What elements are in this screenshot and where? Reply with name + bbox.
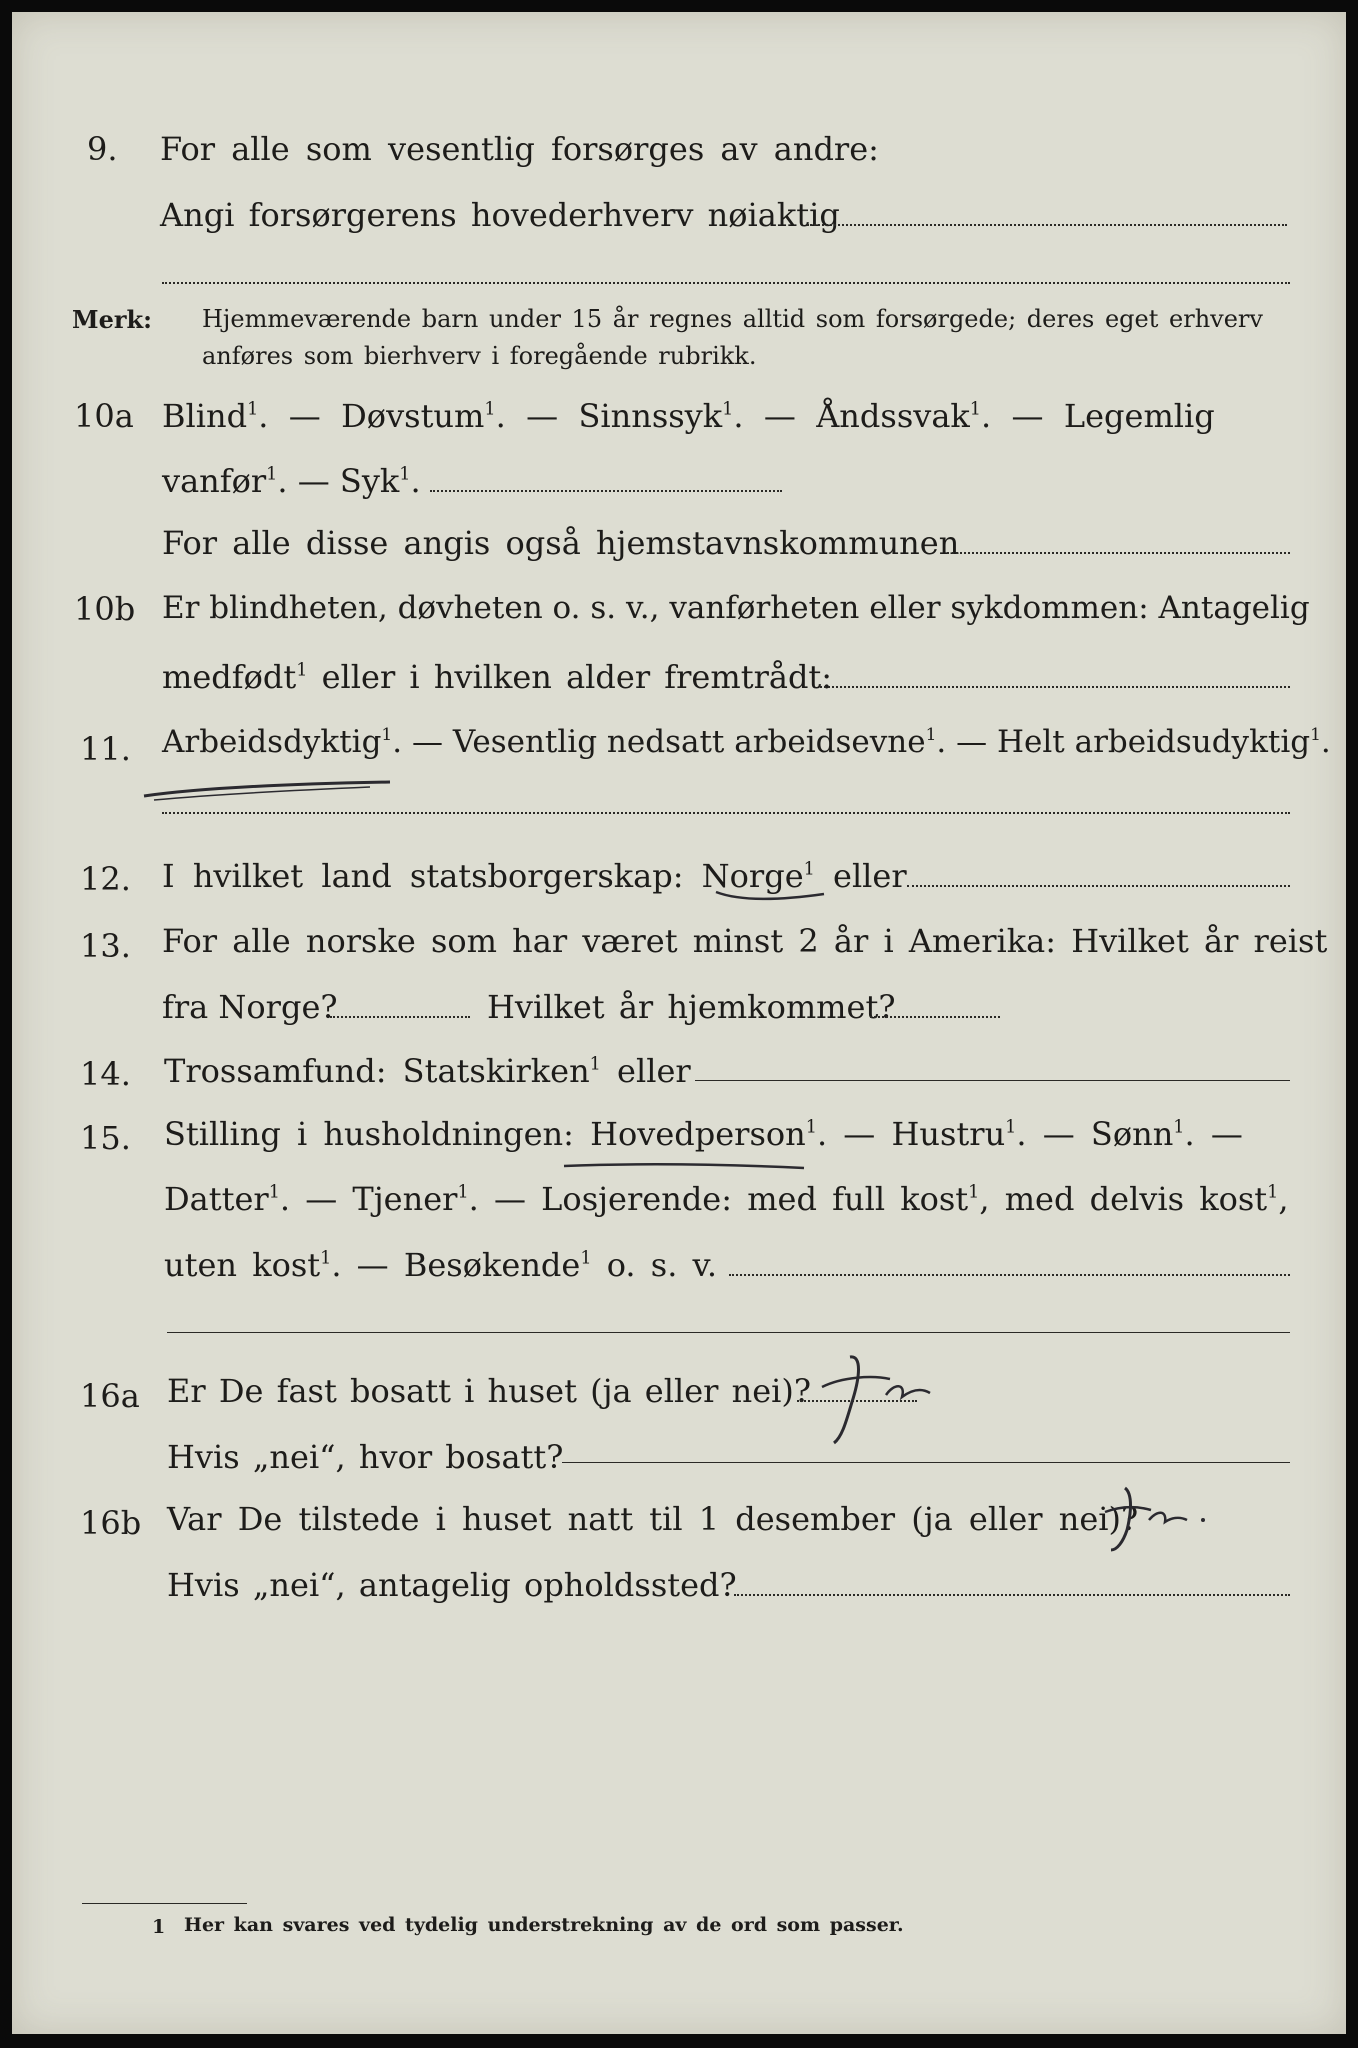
- q14-tail: eller: [617, 1052, 691, 1090]
- option-dovstum[interactable]: Døvstum: [341, 397, 485, 435]
- q15-losj-label: Losjerende:: [541, 1180, 733, 1218]
- q13-reist-field[interactable]: [330, 1016, 470, 1018]
- item-number-13: 13.: [80, 927, 131, 965]
- q15-line2: Datter$^1$. — Tjener$^1$. — Losjerende: med full kost$^1$, med delvis kost$^1$,: [164, 1180, 1289, 1218]
- option-legemlig[interactable]: Legemlig: [1063, 397, 1215, 435]
- q9-answer-line2[interactable]: [162, 282, 1290, 284]
- q16a-line1: Er De fast bosatt i huset (ja eller nei)?: [167, 1372, 812, 1410]
- option-syk[interactable]: Syk: [339, 462, 400, 500]
- sup-mark: 1: [320, 1248, 332, 1269]
- option-datter[interactable]: Datter: [164, 1180, 269, 1218]
- q9-line1: For alle som vesentlig forsørges av andre:: [160, 130, 879, 168]
- sup-mark: 1: [1310, 725, 1321, 746]
- item-number-15: 15.: [80, 1119, 131, 1157]
- q14-label: Trossamfund:: [164, 1052, 387, 1090]
- sup-mark: 1: [457, 1182, 469, 1203]
- option-udyktig[interactable]: Helt arbeidsudyktig: [996, 724, 1311, 760]
- q15-stilling-field[interactable]: [729, 1274, 1290, 1276]
- option-nedsatt[interactable]: Vesentlig nedsatt arbeidsevne: [452, 724, 926, 760]
- q12-label: I hvilket land statsborgerskap:: [162, 857, 684, 895]
- q16b-handwritten-answer: [1097, 1484, 1217, 1554]
- option-medfodt[interactable]: medfødt: [162, 658, 297, 696]
- merk-line2: anføres som bierhverv i foregående rubrikk.: [202, 342, 757, 370]
- underline-hovedperson: [560, 1160, 810, 1178]
- option-full-kost[interactable]: med full kost: [747, 1180, 969, 1218]
- merk-label: Merk:: [72, 305, 152, 334]
- underline-arbeidsdyktig: [140, 774, 400, 804]
- sup-mark: 1: [589, 1054, 601, 1075]
- q10b-alder-label: eller i hvilken alder fremtrådt:: [321, 658, 833, 696]
- footnote-divider: [82, 1903, 247, 1904]
- q10a-line1: Blind$^1$. — Døvstum$^1$. — Sinnssyk$^1$. — Åndssvak$^1$. — Legemlig: [162, 397, 1215, 435]
- q16b-opholdssted-field[interactable]: [734, 1594, 1290, 1596]
- q15-extra-line[interactable]: [167, 1332, 1290, 1333]
- sup-mark: 1: [805, 1117, 817, 1138]
- q14-trossamfund-field[interactable]: [695, 1080, 1290, 1081]
- sup-mark: 1: [296, 660, 308, 681]
- sup-mark: 1: [722, 399, 734, 420]
- q14-line: [164, 1052, 691, 1090]
- merk-line1: Hjemmeværende barn under 15 år regnes alltid som forsørgede; deres eget erhverv: [202, 305, 1263, 333]
- item-number-9: 9.: [87, 130, 118, 168]
- sup-mark: 1: [803, 859, 815, 880]
- q10a-syk-field[interactable]: [430, 490, 782, 492]
- q16b-line1: Var De tilstede i huset natt til 1 desember (ja eller nei)?: [167, 1500, 1139, 1538]
- sup-mark: 1: [969, 399, 981, 420]
- sup-mark: 1: [266, 464, 278, 485]
- q16a-line2: Hvis „nei“, hvor bosatt?: [167, 1438, 564, 1476]
- sup-mark: 1: [268, 1182, 280, 1203]
- sup-mark: 1: [1173, 1117, 1185, 1138]
- q13-hjemkommet-field[interactable]: [870, 1016, 1000, 1018]
- q11-line: Arbeidsdyktig$^1$. — Vesentlig nedsatt arbeidsevne$^1$. — Helt arbeidsudyktig$^1$.: [162, 724, 1331, 760]
- q15-line3: uten kost$^1$. — Besøkende$^1$ o. s. v.: [164, 1246, 717, 1284]
- q10a-line2: vanfør$^1$. — Syk$^1$.: [162, 462, 421, 500]
- sup-mark: 1: [399, 464, 411, 485]
- q13-line2-b: Hvilket år hjemkommet?: [487, 988, 896, 1026]
- item-number-14: 14.: [80, 1055, 131, 1093]
- sup-mark: 1: [1005, 1117, 1017, 1138]
- item-number-16b: 16b: [80, 1504, 142, 1542]
- option-uten-kost[interactable]: uten kost: [164, 1246, 321, 1284]
- q15-tail: o. s. v.: [606, 1246, 717, 1284]
- option-blind[interactable]: Blind: [162, 397, 248, 435]
- q9-line2: Angi forsørgerens hovederhverv nøiaktig: [160, 196, 840, 234]
- sup-mark: 1: [968, 1182, 980, 1203]
- q9-answer-field[interactable]: [807, 224, 1287, 226]
- sup-mark: 1: [1267, 1182, 1279, 1203]
- q11-extra-line[interactable]: [162, 812, 1290, 814]
- q10b-line1: Er blindheten, døvheten o. s. v., vanførheten eller sykdommen: Antagelig: [162, 590, 1310, 626]
- option-hovedperson[interactable]: Hovedperson: [590, 1115, 806, 1153]
- q12-tail: eller: [833, 857, 907, 895]
- option-statskirken[interactable]: Statskirken: [402, 1052, 590, 1090]
- q10b-line2: [162, 658, 832, 696]
- option-andssvak[interactable]: Åndssvak: [816, 397, 970, 435]
- footnote-mark: 1: [152, 1916, 166, 1938]
- item-number-11: 11.: [80, 730, 131, 768]
- q10a-hjemstavn-field[interactable]: [947, 552, 1290, 554]
- option-besokende[interactable]: Besøkende: [403, 1246, 581, 1284]
- q16b-line2: Hvis „nei“, antagelig opholdssted?: [167, 1566, 737, 1604]
- sup-mark: 1: [247, 399, 259, 420]
- q16a-handwritten-answer: [802, 1347, 942, 1447]
- item-number-10a: 10a: [74, 397, 134, 435]
- q10a-line3: For alle disse angis også hjemstavnskommunen: [162, 524, 960, 562]
- q13-line2-a: fra Norge?: [162, 988, 338, 1026]
- option-arbeidsdyktig[interactable]: Arbeidsdyktig: [162, 724, 382, 760]
- item-number-16a: 16a: [80, 1377, 140, 1415]
- item-number-10b: 10b: [74, 590, 136, 628]
- option-tjener[interactable]: Tjener: [352, 1180, 458, 1218]
- option-hustru[interactable]: Hustru: [891, 1115, 1006, 1153]
- q15-label: Stilling i husholdningen:: [164, 1115, 574, 1153]
- sup-mark: 1: [580, 1248, 592, 1269]
- item-number-12: 12.: [80, 860, 131, 898]
- q13-line1: For alle norske som har været minst 2 år i Amerika: Hvilket år reist: [162, 922, 1328, 960]
- q16a-bosatt-field[interactable]: [562, 1462, 1290, 1463]
- option-sonn[interactable]: Sønn: [1090, 1115, 1174, 1153]
- underline-norge: [712, 884, 832, 906]
- sup-mark: 1: [484, 399, 496, 420]
- option-vanfor[interactable]: vanfør: [162, 462, 267, 500]
- option-norge[interactable]: Norge: [701, 857, 804, 895]
- sup-mark: 1: [925, 725, 937, 746]
- q10b-alder-field[interactable]: [820, 686, 1290, 688]
- sup-mark: 1: [381, 725, 393, 746]
- census-form-page: [12, 12, 1346, 2034]
- q12-land-field[interactable]: [907, 885, 1290, 887]
- option-sinnssyk[interactable]: Sinnssyk: [578, 397, 723, 435]
- option-delvis-kost[interactable]: med delvis kost: [1004, 1180, 1268, 1218]
- footnote-text: Her kan svares ved tydelig understrekning av de ord som passer.: [184, 1914, 904, 1936]
- q15-line1: Stilling i husholdningen: Hovedperson$^1$. — Hustru$^1$. — Sønn$^1$. —: [164, 1115, 1243, 1153]
